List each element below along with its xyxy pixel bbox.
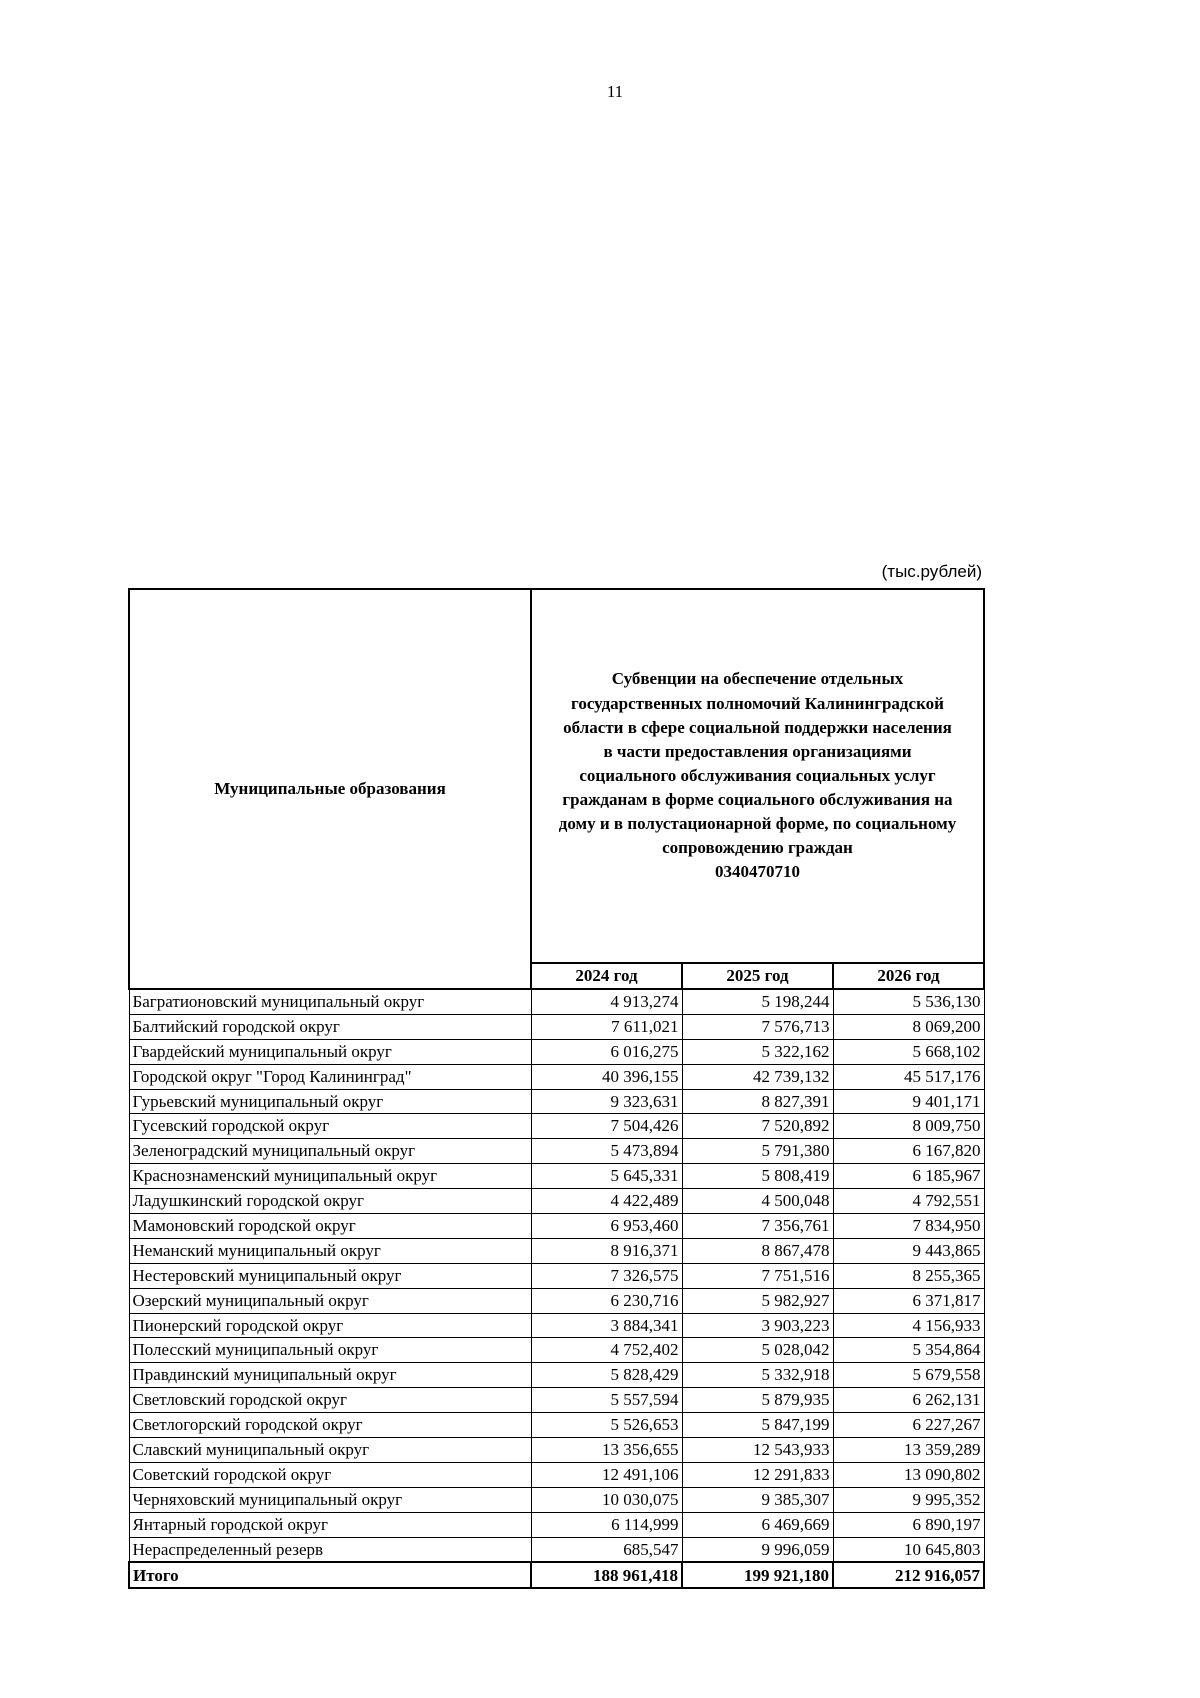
table-row: [129, 1214, 984, 1239]
table-row: [129, 1388, 984, 1413]
column-header-year: 2025 год: [682, 963, 833, 989]
table-row: [129, 1288, 984, 1313]
column-header-year: 2026 год: [833, 963, 984, 989]
value-2026: 9 401,171: [833, 1089, 984, 1114]
value-2024: 6 953,460: [531, 1214, 682, 1239]
value-2026: 5 354,864: [833, 1338, 984, 1363]
table-row: [129, 1164, 984, 1189]
value-2024: 12 491,106: [531, 1462, 682, 1487]
value-2024: 7 611,021: [531, 1014, 682, 1039]
table-row: [129, 1438, 984, 1463]
value-2026: 13 359,289: [833, 1438, 984, 1463]
municipality-name: Итого: [129, 1562, 531, 1588]
value-2025: 6 469,669: [682, 1512, 833, 1537]
value-2025: 7 520,892: [682, 1114, 833, 1139]
value-2024: 4 422,489: [531, 1189, 682, 1214]
value-2024: 5 526,653: [531, 1413, 682, 1438]
value-2026: 10 645,803: [833, 1537, 984, 1562]
header-line: гражданам в форме социального обслуживания на: [562, 790, 953, 810]
value-2026: 8 009,750: [833, 1114, 984, 1139]
municipality-name: Славский муниципальный округ: [129, 1438, 531, 1463]
value-2024: 10 030,075: [531, 1487, 682, 1512]
municipality-name: Правдинский муниципальный округ: [129, 1363, 531, 1388]
table-row: [129, 1413, 984, 1438]
table-row: [129, 1089, 984, 1114]
value-2024: 9 323,631: [531, 1089, 682, 1114]
municipality-name: Светловский городской округ: [129, 1388, 531, 1413]
municipality-name: Гвардейский муниципальный округ: [129, 1039, 531, 1064]
value-2025: 5 879,935: [682, 1388, 833, 1413]
municipality-name: Полесский муниципальный округ: [129, 1338, 531, 1363]
table-row: [129, 1263, 984, 1288]
value-2026: 5 679,558: [833, 1363, 984, 1388]
value-2025: 7 576,713: [682, 1014, 833, 1039]
units-label: (тыс.рублей): [881, 562, 982, 581]
municipality-name: Черняховский муниципальный округ: [129, 1487, 531, 1512]
header-line: дому и в полустационарной форме, по социальному: [558, 814, 957, 834]
value-2026: 6 167,820: [833, 1139, 984, 1164]
value-2025: 5 028,042: [682, 1338, 833, 1363]
value-2025: 12 291,833: [682, 1462, 833, 1487]
value-2026: 8 069,200: [833, 1014, 984, 1039]
value-2025: 5 847,199: [682, 1413, 833, 1438]
value-2025: 5 808,419: [682, 1164, 833, 1189]
page-number: 11: [606, 82, 624, 101]
value-2025: 7 356,761: [682, 1214, 833, 1239]
table-row: [129, 1512, 984, 1537]
value-2024: 3 884,341: [531, 1313, 682, 1338]
municipality-name: Светлогорский городской округ: [129, 1413, 531, 1438]
municipality-name: Мамоновский городской округ: [129, 1214, 531, 1239]
value-2024: 5 557,594: [531, 1388, 682, 1413]
value-2025: 5 198,244: [682, 989, 833, 1014]
value-2026: 6 371,817: [833, 1288, 984, 1313]
value-2024: 4 752,402: [531, 1338, 682, 1363]
value-2026: 6 227,267: [833, 1413, 984, 1438]
value-2025: 12 543,933: [682, 1438, 833, 1463]
value-2026: 4 792,551: [833, 1189, 984, 1214]
municipality-name: Советский городской округ: [129, 1462, 531, 1487]
value-2024: 5 828,429: [531, 1363, 682, 1388]
value-2025: 5 982,927: [682, 1288, 833, 1313]
value-2024: 7 326,575: [531, 1263, 682, 1288]
municipality-name: Гурьевский муниципальный округ: [129, 1089, 531, 1114]
table-row: [129, 1064, 984, 1089]
table-row: [129, 1014, 984, 1039]
municipality-name: Гусевский городской округ: [129, 1114, 531, 1139]
value-2025: 7 751,516: [682, 1263, 833, 1288]
value-2024: 5 645,331: [531, 1164, 682, 1189]
value-2024: 13 356,655: [531, 1438, 682, 1463]
value-2026: 8 255,365: [833, 1263, 984, 1288]
municipality-name: Янтарный городской округ: [129, 1512, 531, 1537]
value-2024: 7 504,426: [531, 1114, 682, 1139]
table-row: [129, 1487, 984, 1512]
municipality-name: Неманский муниципальный округ: [129, 1238, 531, 1263]
value-2024: 5 473,894: [531, 1139, 682, 1164]
value-2024: 6 114,999: [531, 1512, 682, 1537]
value-2025: 4 500,048: [682, 1189, 833, 1214]
table-row: [129, 1114, 984, 1139]
table-row: [129, 1039, 984, 1064]
value-2024: 4 913,274: [531, 989, 682, 1014]
subvention-table: [128, 588, 985, 1589]
table-row: [129, 1338, 984, 1363]
value-2026: 5 536,130: [833, 989, 984, 1014]
column-header-year: 2024 год: [531, 963, 682, 989]
value-2024: 8 916,371: [531, 1238, 682, 1263]
header-line: социального обслуживания социальных услуг: [579, 765, 936, 785]
column-header-subvention: [531, 589, 984, 963]
table-row: [129, 1238, 984, 1263]
column-header-municipalities: Муниципальные образования: [129, 589, 531, 989]
value-2024: 685,547: [531, 1537, 682, 1562]
header-line: области в сфере социальной поддержки населения: [563, 717, 952, 737]
value-2025: 5 322,162: [682, 1039, 833, 1064]
municipality-name: Нестеровский муниципальный округ: [129, 1263, 531, 1288]
value-2025: 5 332,918: [682, 1363, 833, 1388]
municipality-name: Пионерский городской округ: [129, 1313, 531, 1338]
value-2024: 6 230,716: [531, 1288, 682, 1313]
value-2025: 42 739,132: [682, 1064, 833, 1089]
total-row: [129, 1562, 984, 1588]
header-line: в части предоставления организациями: [603, 741, 912, 761]
value-2026: 6 185,967: [833, 1164, 984, 1189]
value-2026: 212 916,057: [833, 1562, 984, 1588]
value-2025: 9 385,307: [682, 1487, 833, 1512]
value-2026: 6 890,197: [833, 1512, 984, 1537]
header-line: 0340470710: [715, 862, 800, 882]
value-2025: 3 903,223: [682, 1313, 833, 1338]
table-row: [129, 1313, 984, 1338]
value-2026: 4 156,933: [833, 1313, 984, 1338]
table-row: [129, 1139, 984, 1164]
table-row: [129, 1363, 984, 1388]
value-2026: 9 443,865: [833, 1238, 984, 1263]
municipality-name: Краснознаменский муниципальный округ: [129, 1164, 531, 1189]
value-2024: 40 396,155: [531, 1064, 682, 1089]
value-2026: 7 834,950: [833, 1214, 984, 1239]
municipality-name: Озерский муниципальный округ: [129, 1288, 531, 1313]
header-line: государственных полномочий Калининградской: [571, 693, 944, 713]
value-2025: 199 921,180: [682, 1562, 833, 1588]
value-2025: 8 867,478: [682, 1238, 833, 1263]
table-row: [129, 1189, 984, 1214]
value-2025: 5 791,380: [682, 1139, 833, 1164]
value-2026: 6 262,131: [833, 1388, 984, 1413]
value-2024: 6 016,275: [531, 1039, 682, 1064]
value-2026: 45 517,176: [833, 1064, 984, 1089]
table-row: [129, 989, 984, 1014]
municipality-name: Зеленоградский муниципальный округ: [129, 1139, 531, 1164]
table-row: [129, 1462, 984, 1487]
header-line: сопровождению граждан: [662, 838, 853, 858]
municipality-name: Ладушкинский городской округ: [129, 1189, 531, 1214]
value-2026: 9 995,352: [833, 1487, 984, 1512]
value-2025: 9 996,059: [682, 1537, 833, 1562]
header-line: Субвенции на обеспечение отдельных: [611, 669, 904, 689]
value-2025: 8 827,391: [682, 1089, 833, 1114]
municipality-name: Багратионовский муниципальный округ: [129, 989, 531, 1014]
municipality-name: Городской округ "Город Калининград": [129, 1064, 531, 1089]
municipality-name: Нераспределенный резерв: [129, 1537, 531, 1562]
value-2024: 188 961,418: [531, 1562, 682, 1588]
value-2026: 13 090,802: [833, 1462, 984, 1487]
table-row: [129, 1537, 984, 1562]
value-2026: 5 668,102: [833, 1039, 984, 1064]
municipality-name: Балтийский городской округ: [129, 1014, 531, 1039]
